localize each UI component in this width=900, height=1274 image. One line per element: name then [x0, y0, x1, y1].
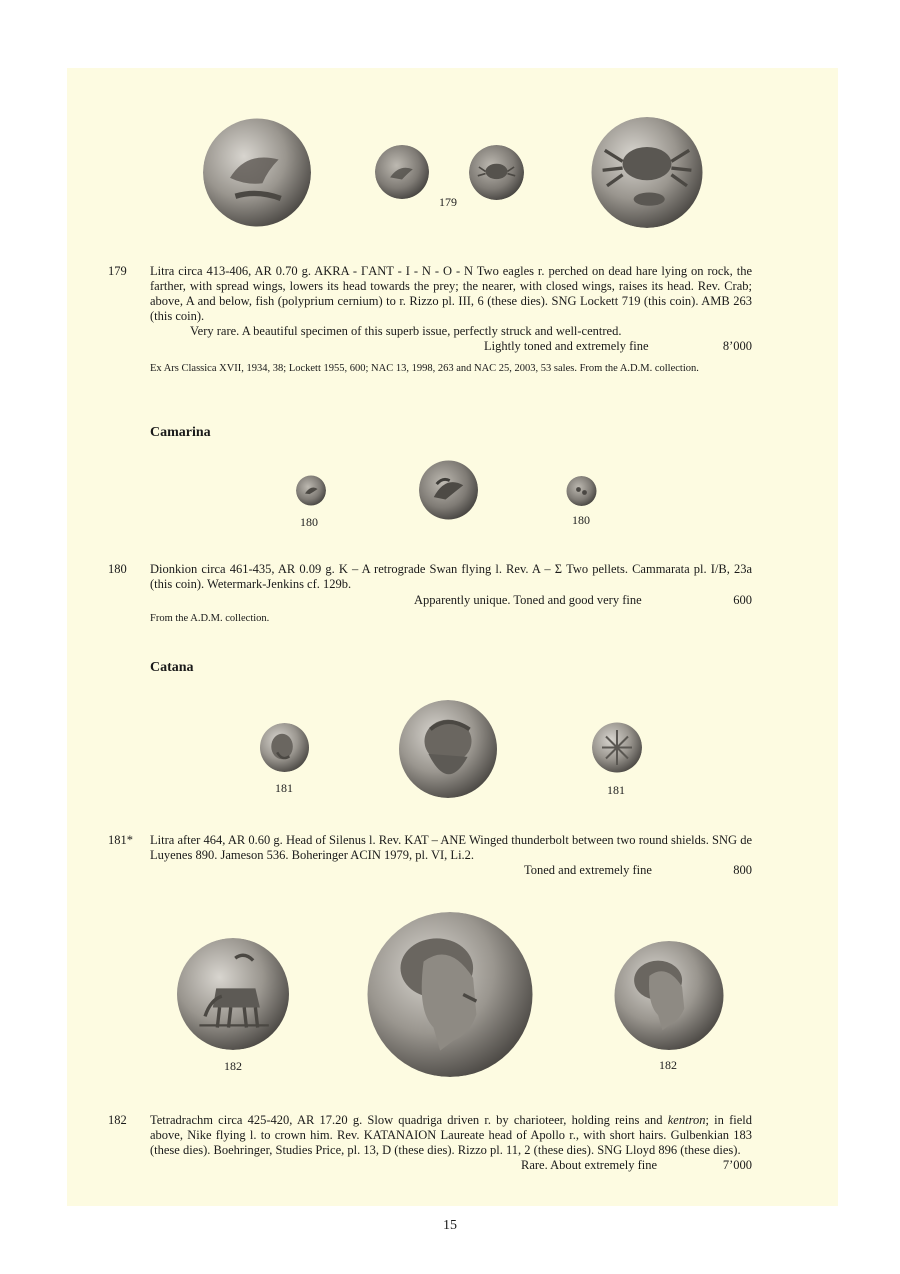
- lot-description-181: Litra after 464, AR 0.60 g. Head of Silenus l. Rev. KAT – ANE Winged thunderbolt between two round shields. SNG de Luyenes 890. Jameson 536. Boheringer ACIN 1979, pl. VI, Li.2.: [150, 833, 752, 862]
- coin-179-reverse-enlarged: [590, 117, 704, 228]
- lot-description-180: Dionkion circa 461-435, AR 0.09 g. K – A retrograde Swan flying l. Rev. A – Σ Two pellets. Cammarata pl. I/B, 23a (this coin). Wetermark-Jenkins cf. 129b.: [150, 562, 752, 591]
- plate-label-181-left: 181: [275, 781, 293, 795]
- lot-number-181: 181*: [108, 833, 133, 847]
- plate-label-179: 179: [439, 195, 457, 209]
- lot-condition-181: Toned and extremely fine: [524, 863, 652, 877]
- coin-181-reverse: [592, 721, 642, 774]
- coin-179-obverse-enlarged: [203, 117, 311, 228]
- lot-price-182: 7’000: [680, 1158, 752, 1173]
- plate-label-182-left: 182: [224, 1059, 242, 1073]
- lot-181: [108, 833, 753, 865]
- coin-180-obverse-enlarged: [419, 458, 478, 522]
- lot-condition-182: Rare. About extremely fine: [515, 1158, 657, 1173]
- lot-179: [108, 264, 753, 324]
- lot-condition-180: Apparently unique. Toned and good very fine: [414, 593, 642, 607]
- lot-price-181: 800: [733, 863, 752, 877]
- coin-182-reverse: [612, 941, 726, 1050]
- coin-180-obverse: [296, 475, 326, 506]
- lot-provenance-180: From the A.D.M. collection.: [150, 613, 270, 624]
- coin-180-reverse: [566, 476, 597, 506]
- lot-provenance-179: Ex Ars Classica XVII, 1934, 38; Lockett 1955, 600; NAC 13, 1998, 263 and NAC 25, 2003, 53 sales. From the A.D.M. collection.: [150, 363, 699, 374]
- page-number: 15: [443, 1218, 457, 1233]
- coin-182-reverse-enlarged: [364, 912, 536, 1077]
- lot-description-182-part2: ; in field above, Nike flying l. to crown him. Rev. KATANAION Laureate head of Apollo r., with short hairs. Gulbenkian 183 (these dies). Boehringer, Studies Price, pl. 13, D (these dies). Rizzo pl. 11, 2 (these dies). SNG Lloyd 896 (these dies).: [150, 1113, 752, 1157]
- coin-179-reverse: [469, 145, 524, 200]
- lot-180: [108, 562, 753, 594]
- coin-179-obverse: [375, 145, 429, 199]
- lot-price-179: 8’000: [722, 339, 752, 353]
- lot-description-182-part1: Tetradrachm circa 425-420, AR 17.20 g. Slow quadriga driven r. by charioteer, holding reins and: [150, 1113, 668, 1127]
- lot-number-179: 179: [108, 264, 127, 278]
- lot-condition-179: Lightly toned and extremely fine: [484, 339, 649, 353]
- section-title-catana: Catana: [150, 660, 194, 675]
- plate-label-180-left: 180: [300, 515, 318, 529]
- section-title-camarina: Camarina: [150, 425, 211, 440]
- lot-description-179: Litra circa 413-406, AR 0.70 g. AKRA - ΓANT - I - N - O - N Two eagles r. perched on dead hare lying on rock, the farther, with spread wings, lowers its head towards the prey; the nearer, with closed wings, raises its head. Rev. Crab; above, A and below, fish (polyprium cernium) to r. Rizzo pl. III, 6 (these dies). SNG Lockett 719 (this coin). AMB 263 (this coin).: [150, 264, 752, 323]
- lot-description-182: [150, 1113, 752, 1158]
- coin-181-obverse-enlarged: [396, 700, 500, 798]
- lot-remark-179: Very rare. A beautiful specimen of this superb issue, perfectly struck and well-centred.: [190, 324, 622, 338]
- plate-label-180-right: 180: [572, 513, 590, 527]
- lot-number-180: 180: [108, 562, 127, 576]
- lot-price-180: 600: [733, 593, 752, 607]
- plate-label-181-right: 181: [607, 783, 625, 797]
- coin-182-obverse: [175, 938, 291, 1050]
- lot-number-182: 182: [108, 1113, 127, 1127]
- plate-label-182-right: 182: [659, 1058, 677, 1072]
- coin-181-obverse: [259, 723, 310, 772]
- lot-description-182-kentron: kentron: [667, 1113, 706, 1127]
